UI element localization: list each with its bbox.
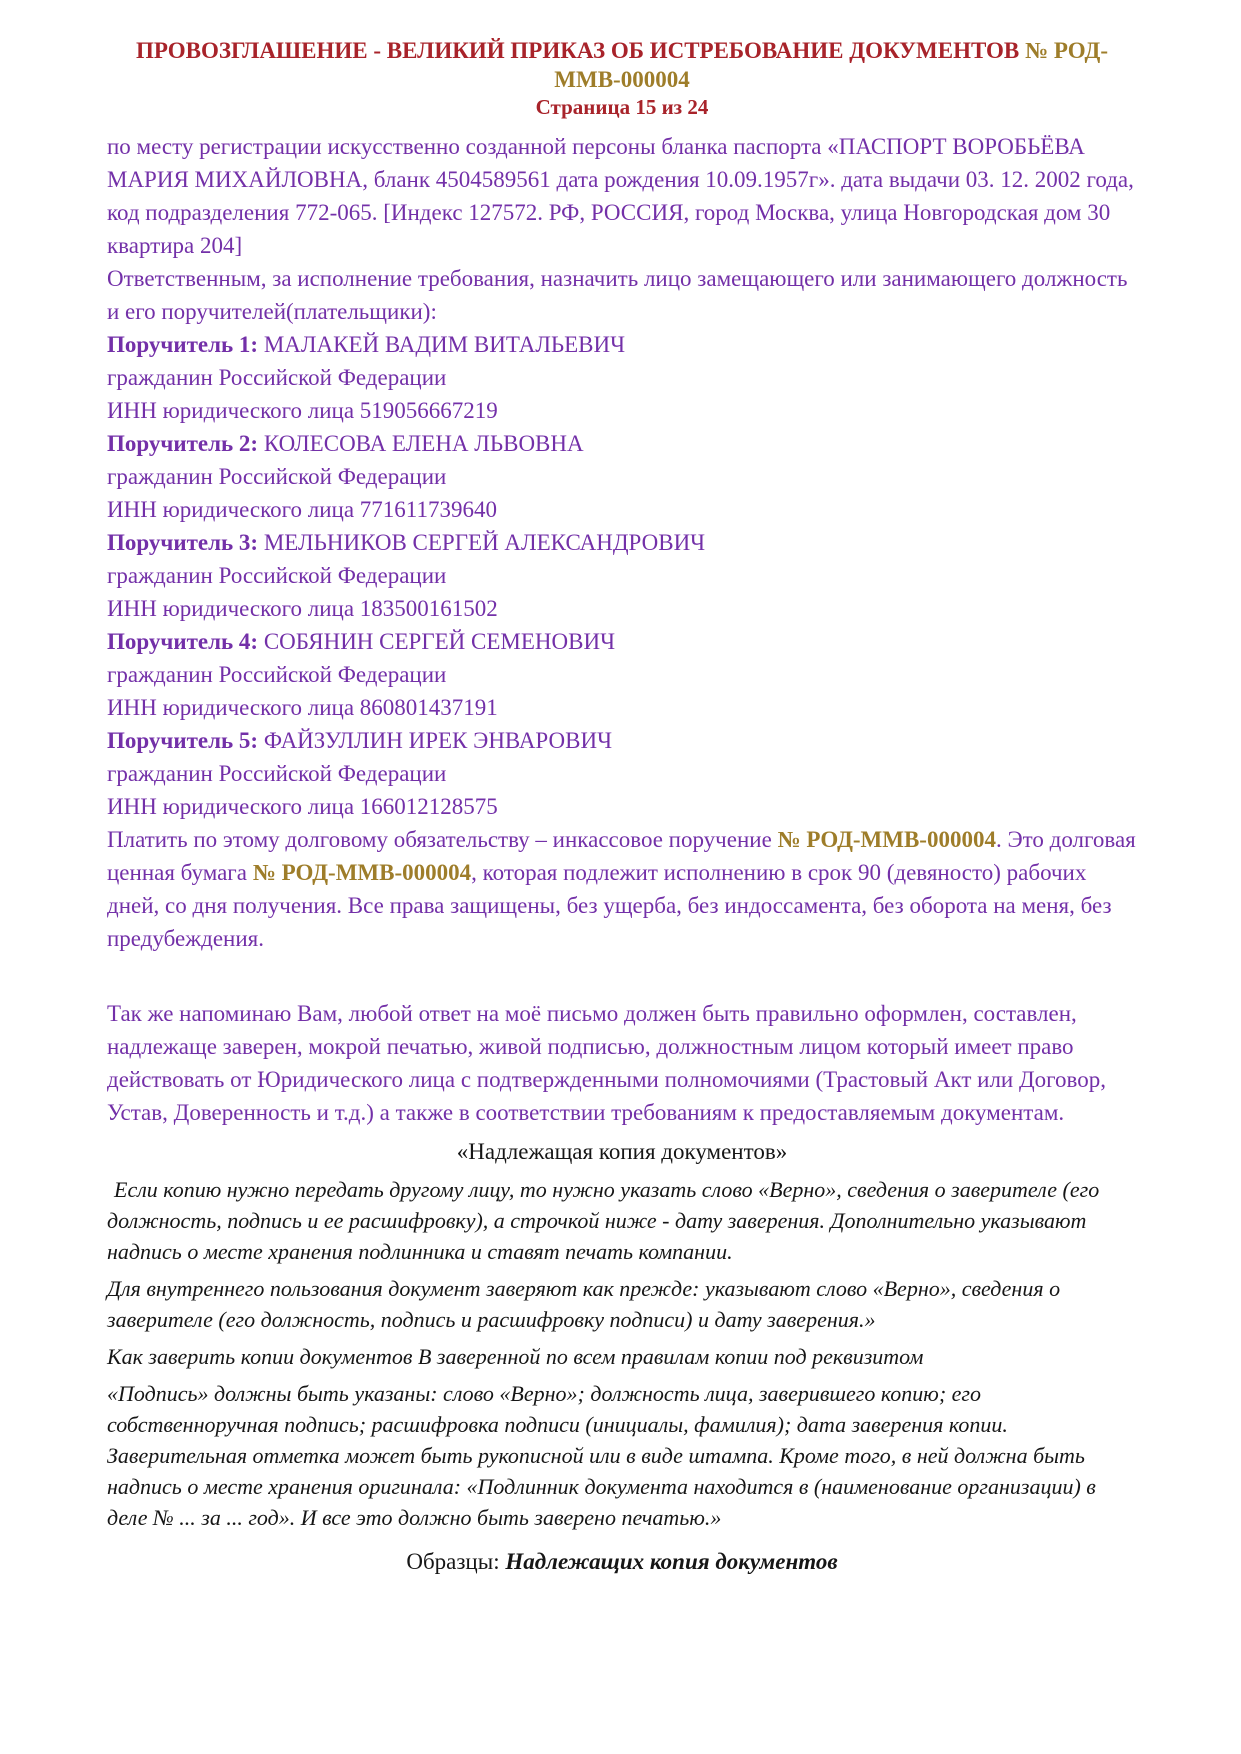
reminder-paragraph: Так же напоминаю Вам, любой ответ на моё письмо должен быть правильно оформлен, составлен, надлежаще заверен, мокрой печатью, живой подписью, должностным лицом который имеет право действовать от Юридического лица с подтвержденными полномочиями (Трастовый Акт или Договор, Устав, Доверенность и т.д.) а также в соответствии требованиям к предоставляемым документам. <box>107 1001 1106 1125</box>
citizenship-line: гражданин Российской Федерации <box>107 662 447 687</box>
guarantor-name: ФАЙЗУЛЛИН ИРЕК ЭНВАРОВИЧ <box>258 728 613 753</box>
payment-paragraph <box>107 823 1137 955</box>
inn-line: ИНН юридического лица 771611739640 <box>107 497 497 522</box>
document-title-text: ПРОВОЗГЛАШЕНИЕ - ВЕЛИКИЙ ПРИКАЗ ОБ ИСТРЕБОВАНИЕ ДОКУМЕНТОВ <box>135 38 1026 63</box>
guarantor-name-line <box>107 724 1137 757</box>
proper-copy-heading: «Надлежащая копия документов» <box>456 1139 788 1164</box>
guarantor-label: Поручитель 2: <box>107 431 259 456</box>
instruction-paragraph-2: Для внутреннего пользования документ заверяют как прежде: указывают слово «Верно», сведения о заверителе (его должность, подпись и расшифровку подписи) и дату заверения.» <box>107 1276 1061 1332</box>
guarantor-name-line <box>107 427 1137 460</box>
doc-number-ref-2: № РОД-ММВ-000004 <box>252 860 472 885</box>
certification-instructions <box>107 1174 1137 1533</box>
citizenship-line: гражданин Российской Федерации <box>107 365 447 390</box>
guarantor-label: Поручитель 4: <box>107 629 259 654</box>
guarantor-label: Поручитель 1: <box>107 332 259 357</box>
citizenship-line: гражданин Российской Федерации <box>107 563 447 588</box>
citizenship-line: гражданин Российской Федерации <box>107 761 447 786</box>
instruction-paragraph-4: «Подпись» должны быть указаны: слово «Верно»; должность лица, заверившего копию; его собственноручная подпись; расшифровка подписи (инициалы, фамилия); дата заверения копии. Заверительная отметка может быть рукописной или в виде штампа. Кроме того, в ней должна быть надпись о месте хранения оригинала: «Подлинник документа находится в (наименование организации) в деле № ... за ... год». И все это должно быть заверено печатью.» <box>107 1381 1096 1530</box>
registration-paragraph: по месту регистрации искусственно созданной персоны бланка паспорта «ПАСПОРТ ВОРОБЬЁВА МАРИЯ МИХАЙЛОВНА, бланк 4504589561 дата рождения 10.09.1957г». дата выдачи 03. 12. 2002 года, код подразделения 772-065. [Индекс 127572. РФ, РОССИЯ, город Москва, улица Новгородская дом 30 квартира 204] <box>107 134 1134 258</box>
samples-line <box>107 1545 1137 1578</box>
document-title <box>107 36 1137 94</box>
guarantor-block-2 <box>107 427 1137 526</box>
document-body <box>107 130 1137 1129</box>
guarantor-name: МЕЛЬНИКОВ СЕРГЕЙ АЛЕКСАНДРОВИЧ <box>258 530 706 555</box>
payment-text-1: Платить по этому долговому обязательству – инкассовое поручение <box>107 827 778 852</box>
guarantor-block-3 <box>107 526 1137 625</box>
guarantor-block-5 <box>107 724 1137 823</box>
instruction-paragraph-3: Как заверить копии документов В заверенной по всем правилам копии под реквизитом <box>107 1344 924 1369</box>
inn-line: ИНН юридического лица 166012128575 <box>107 794 498 819</box>
guarantor-label: Поручитель 3: <box>107 530 259 555</box>
guarantor-name: МАЛАКЕЙ ВАДИМ ВИТАЛЬЕВИЧ <box>258 332 626 357</box>
page-indicator: Страница 15 из 24 <box>535 95 709 119</box>
samples-title: Надлежащих копия документов <box>505 1549 838 1574</box>
payment-text-3: , которая подлежит исполнению в срок 90 (девяносто) рабочих дней, со дня получения. Все права защищены, без ущерба, без индоссамента, без оборота на меня, без предубеждения. <box>107 860 1112 951</box>
document-number: № РОД-ММВ-000004 <box>554 38 1109 92</box>
doc-number-ref-1: № РОД-ММВ-000004 <box>777 827 996 852</box>
guarantor-name-line <box>107 328 1137 361</box>
guarantor-name: СОБЯНИН СЕРГЕЙ СЕМЕНОВИЧ <box>258 629 616 654</box>
document-header <box>107 36 1137 120</box>
inn-line: ИНН юридического лица 519056667219 <box>107 398 498 423</box>
guarantor-label: Поручитель 5: <box>107 728 259 753</box>
inn-line: ИНН юридического лица 183500161502 <box>107 596 498 621</box>
instruction-paragraph-1: Если копию нужно передать другому лицу, то нужно указать слово «Верно», сведения о заверителе (его должность, подпись и ее расшифровку), а строчкой ниже - дату заверения. Дополнительно указывают надпись о месте хранения подлинника и ставят печать компании. <box>107 1177 1100 1264</box>
guarantor-name-line <box>107 526 1137 559</box>
payment-text-2: . Это долговая ценная бумага <box>107 827 1136 885</box>
inn-line: ИНН юридического лица 860801437191 <box>107 695 498 720</box>
guarantor-block-1 <box>107 328 1137 427</box>
guarantor-block-4 <box>107 625 1137 724</box>
responsible-paragraph: Ответственным, за исполнение требования, назначить лицо замещающего или занимающего должность и его поручителей(плательщики): <box>107 266 1128 324</box>
samples-label: Образцы: <box>406 1549 506 1574</box>
guarantor-name-line <box>107 625 1137 658</box>
citizenship-line: гражданин Российской Федерации <box>107 464 447 489</box>
guarantor-name: КОЛЕСОВА ЕЛЕНА ЛЬВОВНА <box>258 431 584 456</box>
